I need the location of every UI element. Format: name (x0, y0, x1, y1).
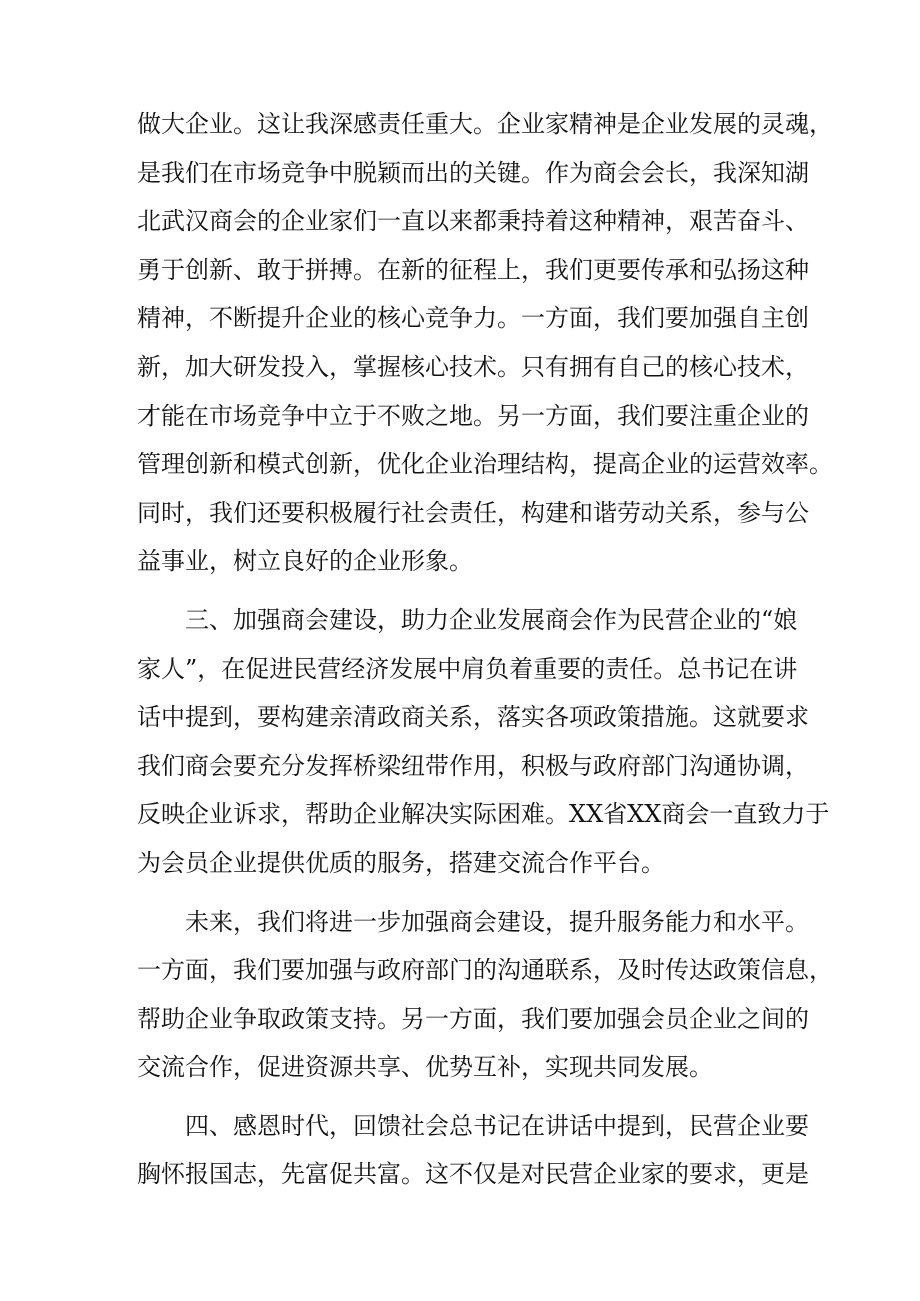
text-line: 做大企业。这让我深感责任重大。企业家精神是企业发展的灵魂， (137, 110, 833, 138)
text-line: 新，加大研发投入，掌握核心技术。只有拥有自己的核心技术， (137, 352, 809, 381)
paragraph-1 (137, 100, 833, 586)
document-body (137, 100, 833, 1199)
text-line: 是我们在市场竞争中脱颖而出的关键。作为商会会长，我深知湖 (137, 158, 809, 187)
paragraph-4 (137, 1102, 809, 1199)
text-line: 一方面，我们要加强与政府部门的沟通联系，及时传达政策信息， (137, 956, 833, 985)
text-line: 管理创新和模式创新，优化企业治理结构，提高企业的运营效率。 (137, 450, 833, 479)
text-line: 帮助企业争取政策支持。另一方面，我们要加强会员企业之间的 (137, 1004, 809, 1033)
text-line: 四、感恩时代，回馈社会总书记在讲话中提到，民营企业要 (185, 1111, 809, 1140)
text-line: 未来，我们将进一步加强商会建设，提升服务能力和水平。 (185, 907, 809, 936)
text-line: 为会员企业提供优质的服务，搭建交流合作平台。 (137, 848, 665, 877)
text-line: 三、加强商会建设，助力企业发展商会作为民营企业的“娘 (185, 605, 798, 634)
text-line: 才能在市场竞争中立于不败之地。另一方面，我们要注重企业的 (137, 401, 809, 430)
text-line: 勇于创新、敢于拼搏。在新的征程上，我们更要传承和弘扬这种 (137, 255, 809, 284)
text-line: 家人”，在促进民营经济发展中肩负着重要的责任。总书记在讲 (137, 654, 798, 683)
paragraph-3 (137, 898, 833, 1092)
text-line: 交流合作，促进资源共享、优势互补，实现共同发展。 (137, 1053, 713, 1082)
text-line: 我们商会要充分发挥桥梁纽带作用，积极与政府部门沟通协调， (137, 751, 809, 780)
text-line: 同时，我们还要积极履行社会责任，构建和谐劳动关系，参与公 (137, 498, 809, 527)
text-line: 北武汉商会的企业家们一直以来都秉持着这种精神，艰苦奋斗、 (137, 207, 809, 236)
paragraph-2 (137, 596, 830, 888)
text-line: 反映企业诉求，帮助企业解决实际困难。XX省XX商会一直致力于 (137, 800, 830, 829)
text-line: 话中提到，要构建亲清政商关系，落实各项政策措施。这就要求 (137, 703, 809, 732)
text-line: 胸怀报国志，先富促共富。这不仅是对民营企业家的要求，更是 (137, 1160, 809, 1189)
text-line: 精神，不断提升企业的核心竞争力。一方面，我们要加强自主创 (137, 304, 809, 333)
text-line: 益事业，树立良好的企业形象。 (137, 547, 473, 576)
